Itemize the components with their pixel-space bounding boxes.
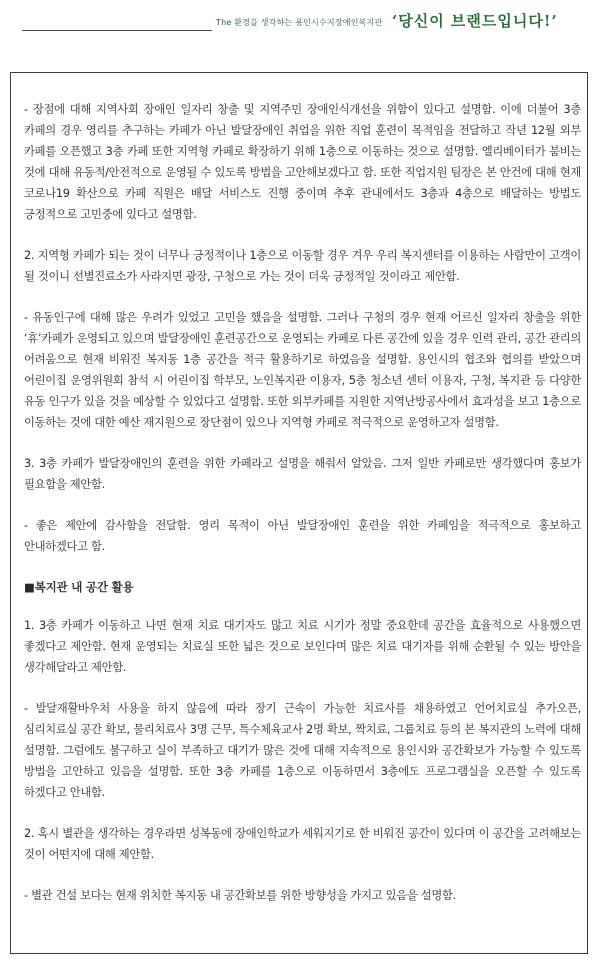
paragraph-space-proposal-1: 1. 3층 카페가 이동하고 나면 현재 치료 대기자도 많고 치료 시기가 정말 중요한데 공간을 효율적으로 사용했으면 좋겠다고 제안함. 현재 운영되는 치료실 또한 넓은 것으로 보인다며 많은 치료 대기자를 위해 순환될 수 있는 방안을 생각해달라고 제안함. <box>24 619 581 674</box>
paragraph-answer-1: - 장점에 대해 지역사회 장애인 일자리 창출 및 지역주민 장애인식개선을 위함이 있다고 설명함. 이에 더불어 3층 카페의 경우 영리를 추구하는 카페가 아닌 발달장애인 취업을 위한 직업 훈련이 목적임을 전달하고 작년 12월 외부 카페를 오픈했고 3층 카페 또한 지역형 카페로 확장하기 위해 1층으로 이동하는 것으로 설명함. 엘리베이터가 붐비는 것에 대해 유동적/안전적으로 운영될 수 있도록 방법을 고안해보겠다고 함. 또한 직업지원 팀장은 본 안건에 대해 현재 코로나19 확산으로 카페 직원은 배달 서비스도 진행 중이며 추후 관내에서도 3층과 4층으로 배달하는 방법도 긍정적으로 고민중에 있다고 설명함. <box>24 103 581 221</box>
paragraph-answer-2: - 유동인구에 대해 많은 우려가 있었고 고민을 했음을 설명함. 그러나 구청의 경우 현재 어르신 일자리 창출을 위한 ‘휴’카페가 운영되고 있으며 발달장애인 훈련공간으로 운영되는 카페로 다른 공간에 있을 경우 인력 관리, 공간 관리의 어려움으로 현재 비워진 복지동 1층 공간을 적극 활용하기로 하였음을 설명함. 용인시의 협조와 협의를 받았으며 어린이집 운영위원회 참석 시 어린이집 학부모, 노인복지관 이용자, 5층 청소년 센터 이용자, 구청, 복지관 등 다양한 유동 인구가 있을 것을 예상할 수 있었다고 설명함. 또한 외부카페를 지원한 지역난방공사에서 효과성을 보고 1층으로 이동하는 것에 대한 예산 재지원으로 장단점이 있으나 지역형 카페로 적극적으로 운영하고자 설명함. <box>24 311 581 429</box>
paragraph-proposal-3: 3. 3층 카페가 발달장애인의 훈련을 위한 카페라고 설명을 해줘서 알았음. 그저 일반 카페로만 생각했다며 홍보가 필요함을 제안함. <box>24 457 581 491</box>
section-title-space-use: ■복지관 내 공간 활용 <box>24 580 134 594</box>
header-slogan: ‘당신이 브랜드입니다!’ <box>392 12 558 30</box>
paragraph-space-answer-1: - 발달재활바우처 사용을 하지 않음에 따라 장기 근속이 가능한 치료사를 채용하였고 언어치료실 추가오픈, 심리치료실 공간 확보, 물리치료사 3명 근무, 특수체육교사 2명 확보, 짝치료, 그룹치료 등의 본 복지관의 노력에 대해 설명함. 그럼에도 불구하고 실이 부족하고 대기가 많은 것에 대해 지속적으로 용인시와 공간확보가 가능할 수 있도록 방법을 고안하고 있음을 설명함. 또한 3층 카페를 1층으로 이동하면서 3층에도 프로그램실을 오픈할 수 있도록 하겠다고 안내함. <box>24 702 581 799</box>
paragraph-proposal-2: 2. 지역형 카페가 되는 것이 너무나 긍정적이나 1층으로 이동할 경우 겨우 우리 복지센터를 이용하는 사람만이 고객이 될 것이니 선별진료소가 사라지면 광장, 구청으로 가는 것이 더욱 긍정적일 것이라고 제안함. <box>24 249 581 283</box>
paragraph-answer-3: - 좋은 제안에 감사함을 전달함. 영리 목적이 아닌 발달장애인 훈련을 위한 카페임을 적극적으로 홍보하고 안내하겠다고 함. <box>24 519 581 553</box>
paragraph-space-proposal-2: 2. 혹시 별관을 생각하는 경우라면 성복동에 장애인학교가 세워지기로 한 비워진 공간이 있다며 이 공간을 고려해보는 것이 어떤지에 대해 제안함. <box>24 827 581 861</box>
header-organization: The 환경을 생각하는 용인시수지장애인복지관 <box>216 18 383 27</box>
header-rule <box>22 30 212 31</box>
paragraph-space-answer-2: - 별관 건설 보다는 현재 위치한 복지동 내 공간확보를 위한 방향성을 가지고 있음을 설명함. <box>24 889 456 902</box>
document-body <box>24 99 581 926</box>
page-header <box>0 0 600 40</box>
